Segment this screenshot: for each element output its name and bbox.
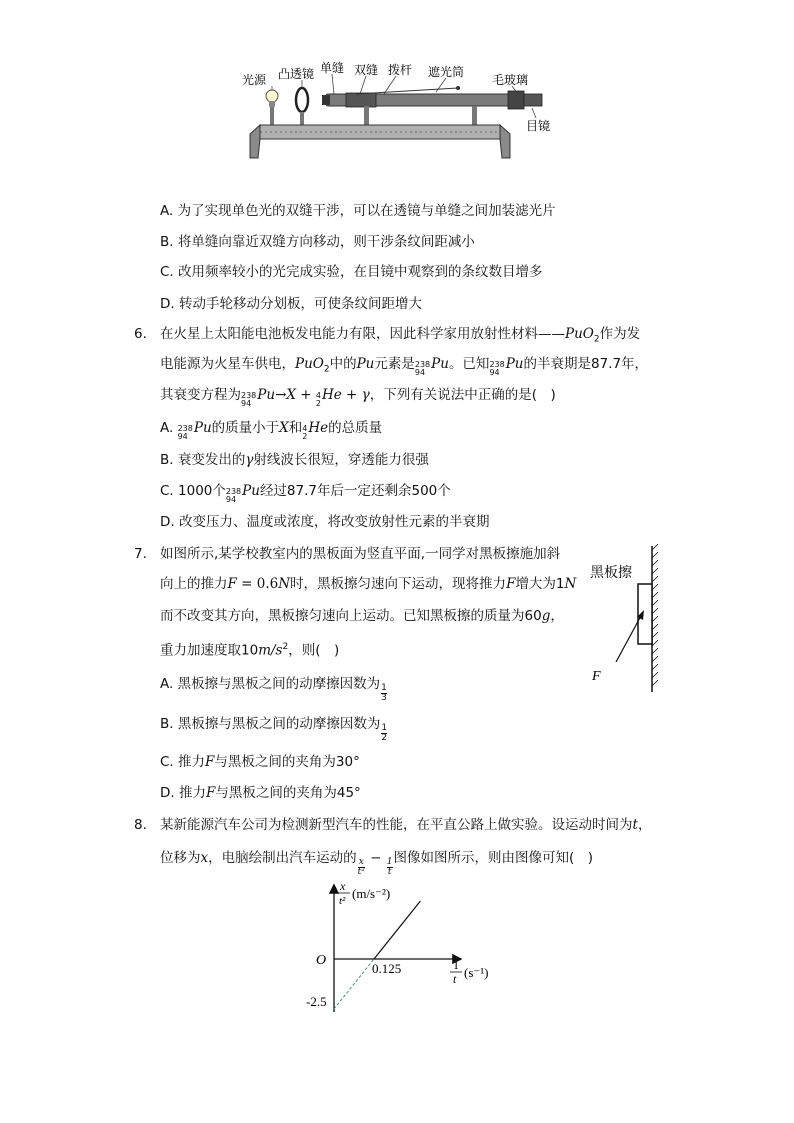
q6-number: 6.	[134, 326, 147, 342]
option-text: 转动手轮移动分划板，可使条纹间距增大	[178, 296, 422, 312]
data-line-extension	[334, 959, 374, 1009]
y-intercept-label: -2.5	[306, 994, 327, 1009]
y-label-den: t²	[339, 895, 346, 907]
q7-number: 7.	[134, 546, 147, 562]
q7-option-b[interactable]: B. 黑板擦与黑板之间的动摩擦因数为 $\frac{1}{2}$	[160, 716, 388, 743]
q5-option-d[interactable]	[160, 294, 422, 314]
bulb-icon	[266, 90, 278, 102]
blackboard-eraser-figure	[586, 544, 670, 696]
q8-line-2: 位移为x，电脑绘制出汽车运动的 $\frac{x}{\text{t²}}$ − $\frac{1}{t}$ 图像如图所示，则由图像可知( )	[160, 850, 594, 877]
label-convex-lens: 凸透镜	[278, 67, 315, 81]
y-label-unit: (m/s⁻²)	[352, 886, 391, 901]
q7-line-3: 而不改变其方向，黑板擦匀速向上运动。已知黑板擦的质量为60g，	[160, 608, 564, 624]
x-label-unit: (s⁻¹)	[464, 965, 489, 980]
q6-option-a[interactable]: A. 238 94 Pu的质量小于X和 4 2 He的总质量	[160, 420, 383, 441]
lens-icon	[296, 88, 308, 112]
q5-option-b[interactable]	[160, 232, 475, 252]
q7-line-1: 如图所示,某学校教室内的黑板面为竖直平面,一同学对黑板擦施加斜	[160, 546, 561, 562]
q7-option-d[interactable]: D. 推力F与黑板之间的夹角为45°	[160, 785, 361, 801]
label-lever: 拨杆	[388, 63, 413, 77]
q5-option-a[interactable]	[160, 201, 556, 221]
option-text: 将单缝向靠近双缝方向移动，则干涉条纹间距减小	[177, 234, 475, 250]
force-label: F	[592, 669, 601, 684]
q6-option-c[interactable]: C. 1000个 238 94 Pu经过87.7年后一定还剩余500个	[160, 483, 451, 504]
label-eyepiece: 目镜	[526, 119, 551, 133]
eraser-label: 黑板擦	[590, 566, 632, 581]
data-line	[374, 901, 420, 959]
q8-line-1: 某新能源汽车公司为检测新型汽车的性能，在平直公路上做实验。设运动时间为t，	[160, 817, 652, 833]
q7-option-a[interactable]: A. 黑板擦与黑板之间的动摩擦因数为 $\frac{1}{3}$	[160, 676, 387, 703]
origin-label: O	[316, 953, 327, 968]
q8-graph	[300, 876, 500, 1016]
q5-option-c[interactable]	[160, 262, 543, 282]
label-double-slit: 双缝	[354, 63, 379, 77]
y-label-num: x	[340, 879, 346, 893]
q7-option-c[interactable]: C. 推力F与黑板之间的夹角为30°	[160, 754, 360, 770]
q6-line-1: 在火星上太阳能电池板发电能力有限，因此科学家用放射性材料——PuO$_2$作为发	[160, 326, 641, 345]
option-text: 改用频率较小的光完成实验，在目镜中观察到的条纹数目增多	[178, 264, 543, 280]
option-letter: C.	[160, 264, 174, 280]
label-light-source: 光源	[242, 73, 267, 87]
option-letter: A.	[160, 203, 174, 219]
x-label-den: t	[453, 972, 457, 986]
option-letter: D.	[160, 296, 175, 312]
q7-line-4: 重力加速度取$10m/s^2$，则( )	[160, 642, 340, 659]
label-ground-glass: 毛玻璃	[492, 73, 529, 87]
q6-option-b[interactable]: B. 衰变发出的γ射线波长很短，穿透能力很强	[160, 452, 429, 468]
x-intercept-label: 0.125	[372, 961, 402, 976]
q8-number: 8.	[134, 817, 147, 833]
q6-option-d[interactable]: D. 改变压力、温度或浓度，将改变放射性元素的半衰期	[160, 514, 490, 530]
x-label-num: 1	[453, 958, 459, 972]
option-letter: B.	[160, 234, 174, 250]
q6-line-3: 其衰变方程为 238 94 Pu→X + 4 2 He + γ，下列有关说法中正确的是( )	[160, 387, 556, 408]
apparatus-figure	[236, 60, 566, 170]
q7-line-2: 向上的推力F = 0.6N时，黑板擦匀速向下运动，现将推力F增大为1N	[160, 576, 577, 592]
label-tube: 遮光筒	[428, 65, 465, 79]
option-text: 为了实现单色光的双缝干涉，可以在透镜与单缝之间加装滤光片	[177, 203, 556, 219]
q6-line-2: 电能源为火星车供电，PuO$_2$中的Pu元素是 238 94 Pu。已知 238 94 Pu的半衰期是87.7年，	[160, 356, 649, 377]
label-single-slit: 单缝	[320, 61, 345, 75]
